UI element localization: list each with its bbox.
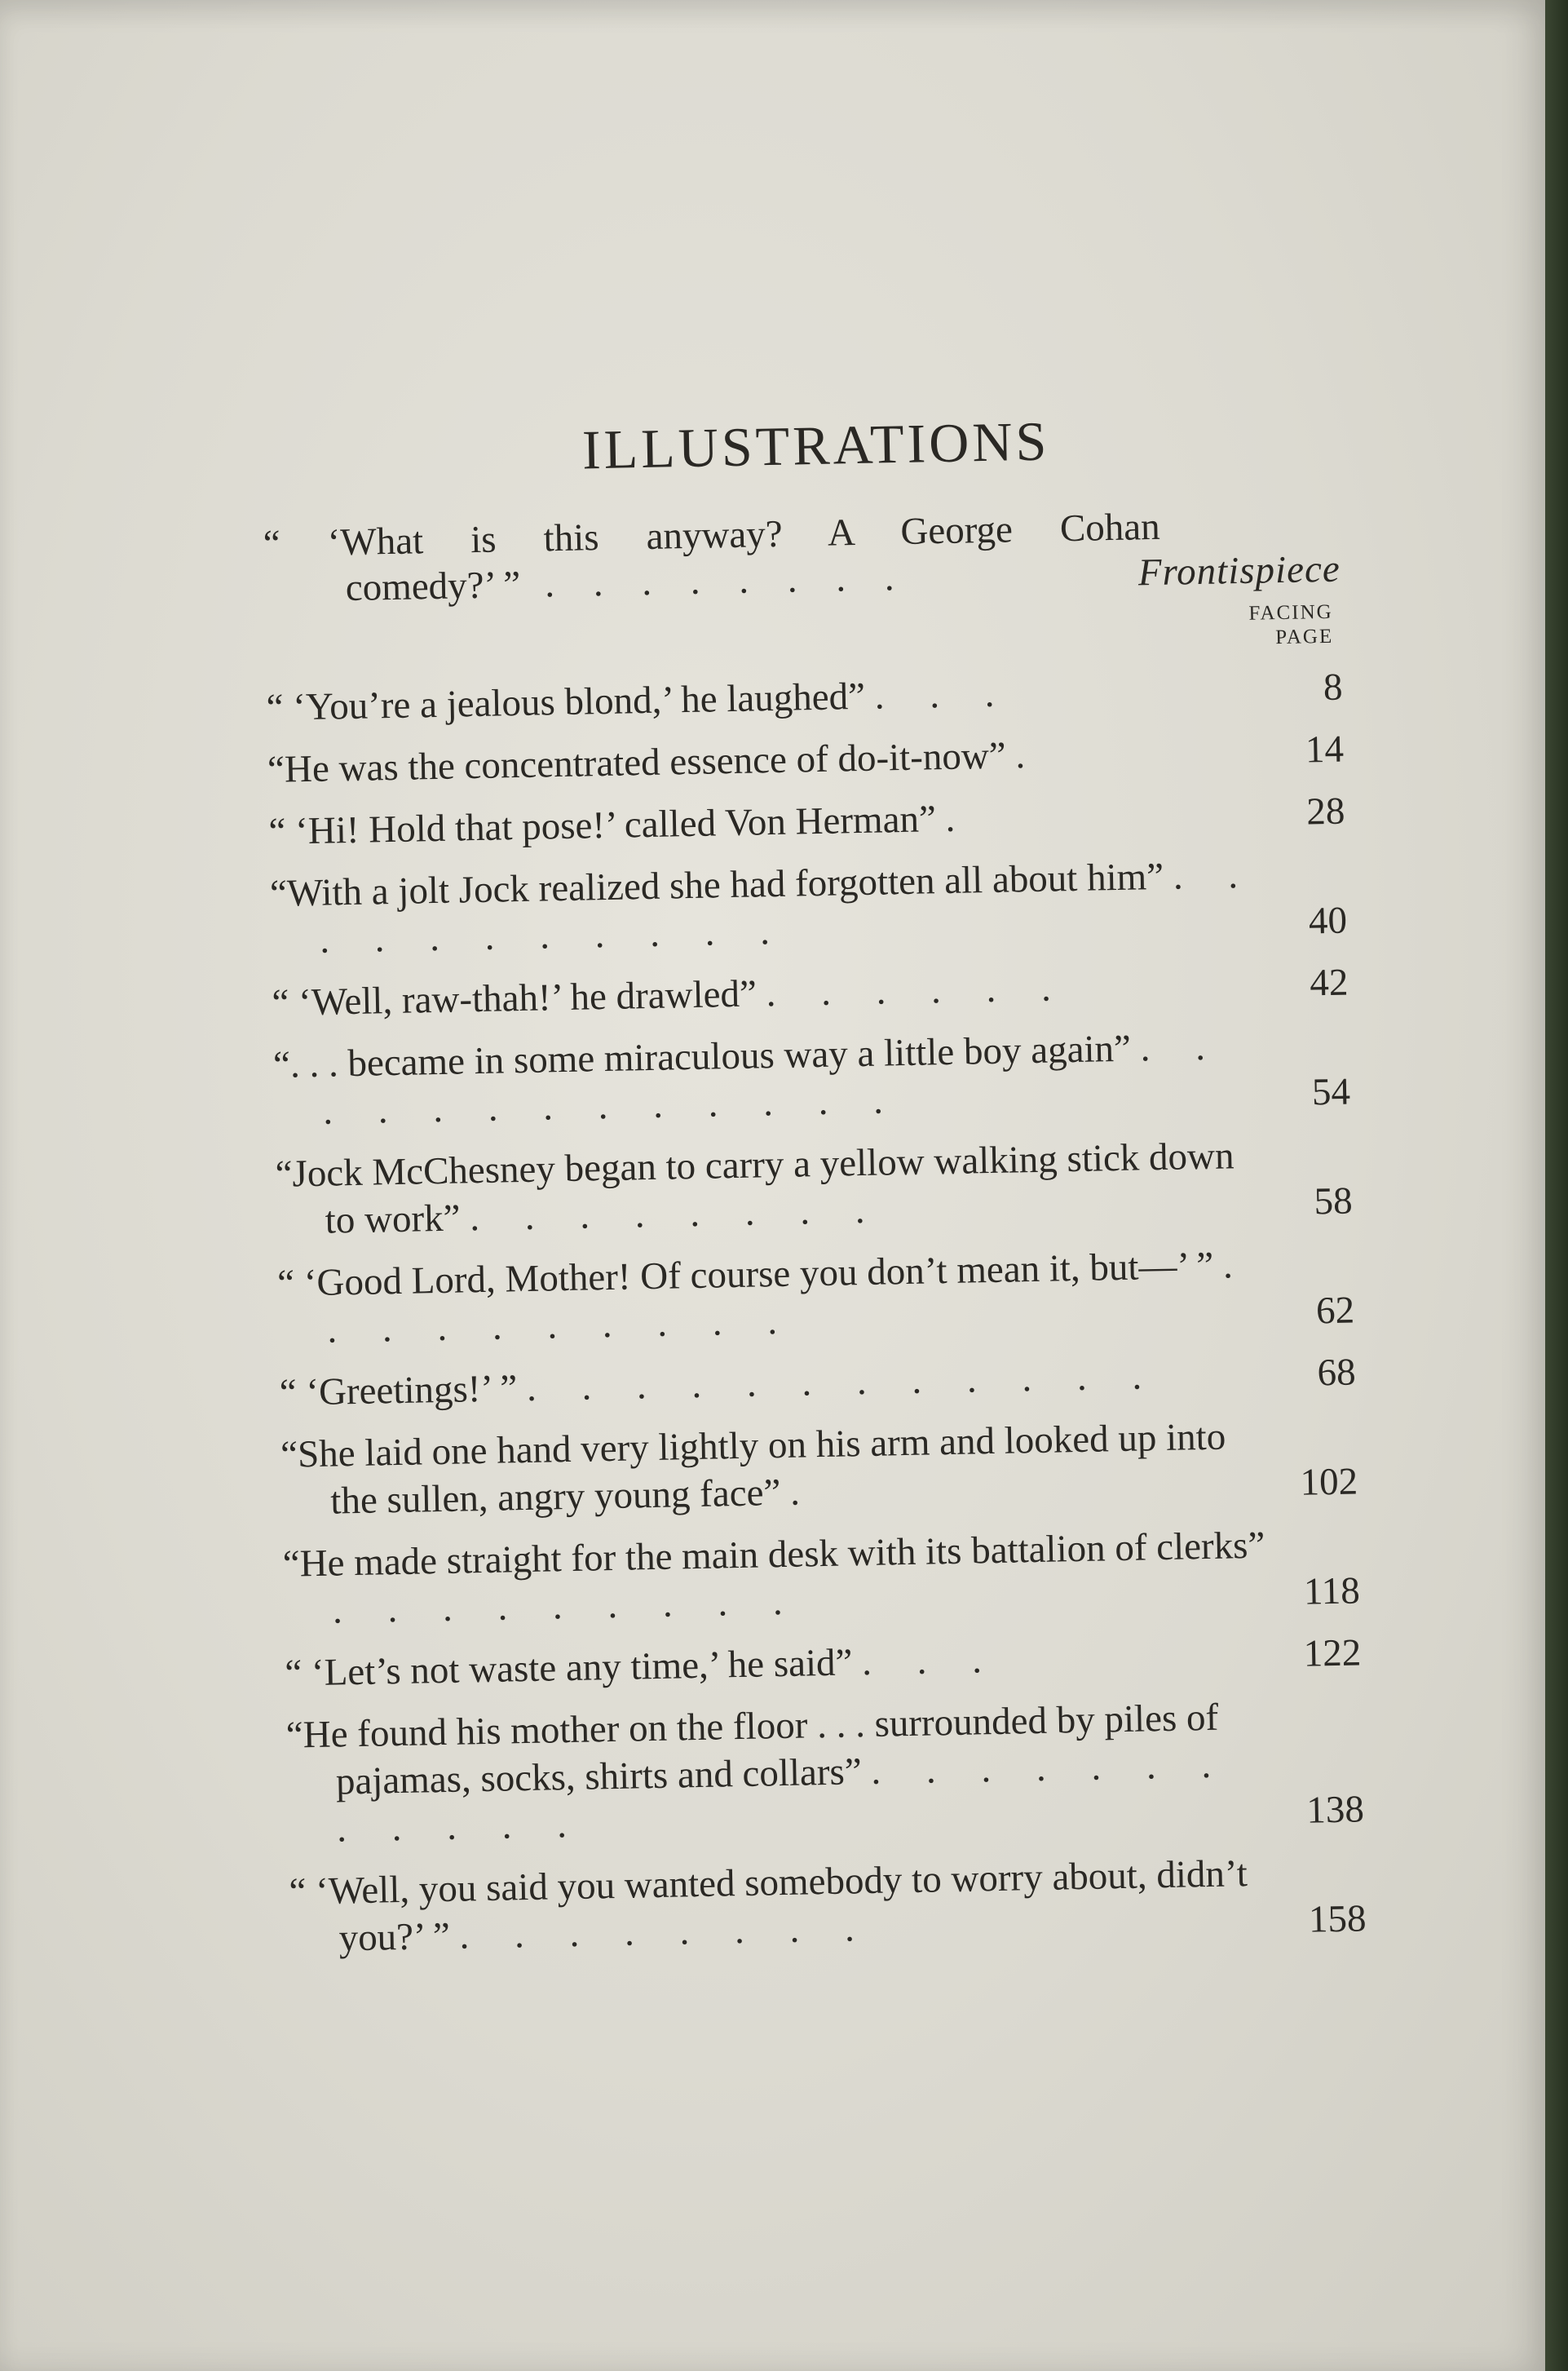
page-number: 118: [1303, 1569, 1361, 1613]
list-item: [277, 1239, 1355, 1354]
frontispiece-caption-line1: “ ‘What is this anyway? A George Cohan: [263, 505, 1161, 565]
leader-dots: . . .: [874, 672, 1013, 718]
illustration-caption: “. . . became in some miraculous way a little boy again”: [272, 1027, 1132, 1086]
list-item: [285, 1691, 1364, 1853]
page-number: 8: [1323, 666, 1343, 710]
book-cover-edge: [1545, 0, 1568, 2371]
page-number: 58: [1314, 1179, 1354, 1223]
list-item: [282, 1519, 1360, 1634]
leader-dots: . . . . . . . . .: [332, 1580, 802, 1632]
illustration-caption: “ ‘Greetings!’ ”: [279, 1367, 518, 1414]
illustration-caption: “He made straight for the main desk with its battalion of clerks”: [282, 1524, 1265, 1586]
page-number: 122: [1303, 1631, 1362, 1675]
list-item: [275, 1130, 1353, 1245]
page-title: ILLUSTRATIONS: [581, 409, 1050, 481]
leader-dots: . . . . . . . . . . . . .: [322, 1025, 1224, 1133]
illustration-caption: “She laid one hand very lightly on his arm and looked up into the sullen, angry young face”: [280, 1415, 1226, 1523]
illustration-caption: “He found his mother on the floor . . . surrounded by piles of pajamas, socks, shirts and collars”: [285, 1696, 1219, 1803]
frontispiece-entry: [263, 501, 1341, 613]
leader-dots: . . . . . . . .: [459, 1906, 873, 1957]
illustration-caption: “ ‘You’re a jealous blond,’ he laughed”: [266, 675, 866, 729]
page-number: 158: [1308, 1897, 1367, 1941]
illustration-caption: “ ‘Well, raw-thah!’ he drawled”: [272, 972, 757, 1024]
leader-dots: . . . . . .: [766, 967, 1070, 1015]
list-item: [273, 1021, 1351, 1136]
page-number: 62: [1315, 1289, 1355, 1333]
page-number: 14: [1305, 728, 1345, 772]
page-number: 54: [1311, 1070, 1351, 1114]
leader-dots: . . . . . . . . . . . .: [526, 1355, 1160, 1409]
page-number: 138: [1305, 1788, 1365, 1832]
leader-dots: .: [1014, 733, 1044, 777]
list-item: [289, 1847, 1367, 1962]
illustrations-list: [261, 404, 1367, 1978]
frontispiece-caption-line2: comedy?’ ”: [345, 563, 521, 610]
frontispiece-leader-dots: . . . . . . . .: [544, 555, 909, 606]
illustration-caption: “ ‘Let’s not waste any time,’ he said”: [284, 1641, 853, 1695]
facing-page-heading: [265, 600, 1342, 670]
leader-dots: . . . . . . . . . .: [326, 1243, 1252, 1351]
page-label: PAGE: [1274, 625, 1334, 649]
page-number: 102: [1300, 1460, 1358, 1504]
page-number: 28: [1305, 790, 1345, 834]
illustration-caption: “ ‘Hi! Hold that pose!’ called Von Herman”: [268, 798, 937, 853]
leader-dots: .: [945, 797, 974, 840]
frontispiece-label: Frontispiece: [1137, 547, 1341, 595]
illustration-caption: “ ‘Well, you said you wanted somebody to worry about, didn’t you?’ ”: [289, 1852, 1248, 1960]
leader-dots: . . . . . . . . . . . .: [336, 1743, 1230, 1851]
leader-dots: . . . . . . . . . . .: [319, 853, 1257, 962]
list-item: [280, 1410, 1358, 1525]
leader-dots: . . . . . . . .: [469, 1188, 883, 1240]
list-item: [272, 959, 1349, 1027]
page-number: 42: [1309, 961, 1349, 1005]
illustration-caption: “With a jolt Jock realized she had forgotten all about him”: [269, 855, 1164, 915]
illustration-caption: “Jock McChesney began to carry a yellow walking stick down to work”: [275, 1135, 1235, 1242]
illustration-caption: “ ‘Good Lord, Mother! Of course you don’t mean it, but—’ ”: [276, 1244, 1214, 1305]
illustration-caption: “He was the concentrated essence of do-it-now”: [267, 734, 1007, 791]
entries-list: [266, 664, 1367, 1963]
page-number: 68: [1317, 1351, 1357, 1395]
list-item: [268, 788, 1345, 856]
leader-dots: .: [789, 1471, 819, 1514]
leader-dots: . . .: [861, 1638, 1000, 1684]
list-item: [266, 664, 1343, 732]
list-item: [270, 850, 1348, 965]
facing-label: FACING: [1248, 600, 1333, 625]
list-item: [285, 1629, 1362, 1696]
list-item: [267, 726, 1345, 794]
page-number: 40: [1308, 899, 1348, 943]
list-item: [279, 1348, 1356, 1416]
